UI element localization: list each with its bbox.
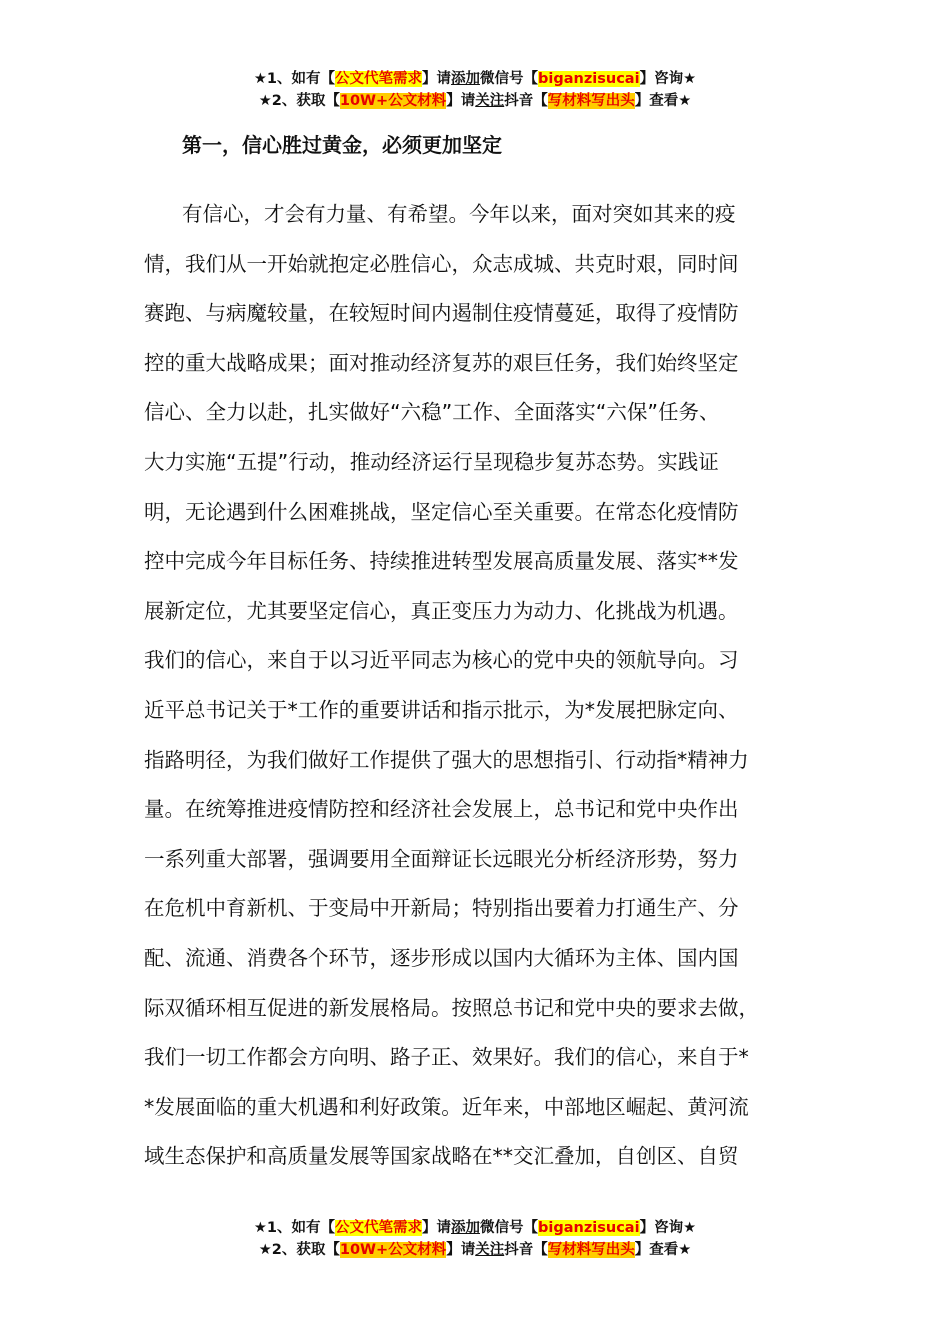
banner-text: 抖音【 bbox=[504, 1242, 548, 1258]
banner-text: 微信号【 bbox=[480, 71, 539, 87]
body-line: 近平总书记关于*工作的重要讲话和指示批示，为*发展把脉定向、 bbox=[144, 697, 739, 722]
body-line: 我们的信心，来自于以习近平同志为核心的党中央的领航导向。习 bbox=[144, 648, 739, 673]
banner-highlight: 公文代笔需求 bbox=[335, 1220, 423, 1236]
body-line: 大力实施“五提”行动，推动经济运行呈现稳步复苏态势。实践证 bbox=[144, 449, 719, 474]
body-line: *发展面临的重大机遇和利好政策。近年来，中部地区崛起、黄河流 bbox=[144, 1094, 749, 1119]
banner-text: 】请 bbox=[422, 71, 452, 87]
banner-text: 】请 bbox=[446, 93, 476, 109]
douyin-account: 写材料写出头 bbox=[547, 1242, 635, 1258]
wechat-id: biganzisucai bbox=[538, 1220, 640, 1236]
banner-underlined: 添加 bbox=[451, 1220, 481, 1236]
body-line: 我们一切工作都会方向明、路子正、效果好。我们的信心，来自于* bbox=[144, 1045, 749, 1070]
douyin-account: 写材料写出头 bbox=[547, 93, 635, 109]
body-line: 情，我们从一开始就抱定必胜信心，众志成城、共克时艰，同时间 bbox=[144, 251, 739, 276]
banner-line-2 bbox=[0, 1239, 950, 1261]
banner-line-1 bbox=[0, 68, 950, 90]
body-line: 明，无论遇到什么困难挑战，坚定信心至关重要。在常态化疫情防 bbox=[144, 499, 739, 524]
banner-text: 】查看★ bbox=[634, 93, 692, 109]
banner-text: 抖音【 bbox=[504, 93, 548, 109]
banner-text: ★1、如有【 bbox=[253, 71, 336, 87]
banner-text: 】请 bbox=[446, 1242, 476, 1258]
banner-text: 】咨询★ bbox=[639, 71, 697, 87]
body-line: 在危机中育新机、于变局中开新局；特别指出要着力打通生产、分 bbox=[144, 896, 739, 921]
body-line: 一系列重大部署，强调要用全面辩证长远眼光分析经济形势，努力 bbox=[144, 846, 739, 871]
body-line: 控中完成今年目标任务、持续推进转型发展高质量发展、落实**发 bbox=[144, 549, 739, 574]
banner-text: 】请 bbox=[422, 1220, 452, 1236]
top-banner bbox=[0, 68, 950, 112]
body-line: 量。在统筹推进疫情防控和经济社会发展上，总书记和党中央作出 bbox=[144, 797, 739, 822]
banner-highlight: 10W+公文材料 bbox=[339, 1242, 447, 1258]
banner-underlined: 添加 bbox=[451, 71, 481, 87]
banner-text: 】咨询★ bbox=[639, 1220, 697, 1236]
banner-line-2 bbox=[0, 90, 950, 112]
body-line: 域生态保护和高质量发展等国家战略在**交汇叠加，自创区、自贸 bbox=[144, 1144, 739, 1169]
body-paragraph bbox=[144, 190, 834, 1182]
body-line: 信心、全力以赴，扎实做好“六稳”工作、全面落实“六保”任务、 bbox=[144, 400, 720, 425]
body-line: 际双循环相互促进的新发展格局。按照总书记和党中央的要求去做， bbox=[144, 995, 759, 1020]
wechat-id: biganzisucai bbox=[538, 71, 640, 87]
body-line: 控的重大战略成果；面对推动经济复苏的艰巨任务，我们始终坚定 bbox=[144, 350, 739, 375]
banner-line-1 bbox=[0, 1217, 950, 1239]
banner-underlined: 关注 bbox=[475, 93, 505, 109]
banner-underlined: 关注 bbox=[475, 1242, 505, 1258]
bottom-banner bbox=[0, 1217, 950, 1261]
body-line: 指路明径，为我们做好工作提供了强大的思想指引、行动指*精神力 bbox=[144, 747, 749, 772]
body-line: 展新定位，尤其要坚定信心，真正变压力为动力、化挑战为机遇。 bbox=[144, 598, 739, 623]
banner-text: 微信号【 bbox=[480, 1220, 539, 1236]
body-line: 有信心，才会有力量、有希望。今年以来，面对突如其来的疫 bbox=[182, 202, 736, 226]
banner-text: 】查看★ bbox=[634, 1242, 692, 1258]
banner-highlight: 公文代笔需求 bbox=[335, 71, 423, 87]
banner-text: ★1、如有【 bbox=[253, 1220, 336, 1236]
section-heading: 第一，信心胜过黄金，必须更加坚定 bbox=[182, 133, 502, 157]
banner-text: ★2、获取【 bbox=[258, 93, 340, 109]
body-line: 配、流通、消费各个环节，逐步形成以国内大循环为主体、国内国 bbox=[144, 945, 739, 970]
body-line: 赛跑、与病魔较量，在较短时间内遏制住疫情蔓延，取得了疫情防 bbox=[144, 301, 739, 326]
banner-highlight: 10W+公文材料 bbox=[339, 93, 447, 109]
banner-text: ★2、获取【 bbox=[258, 1242, 340, 1258]
